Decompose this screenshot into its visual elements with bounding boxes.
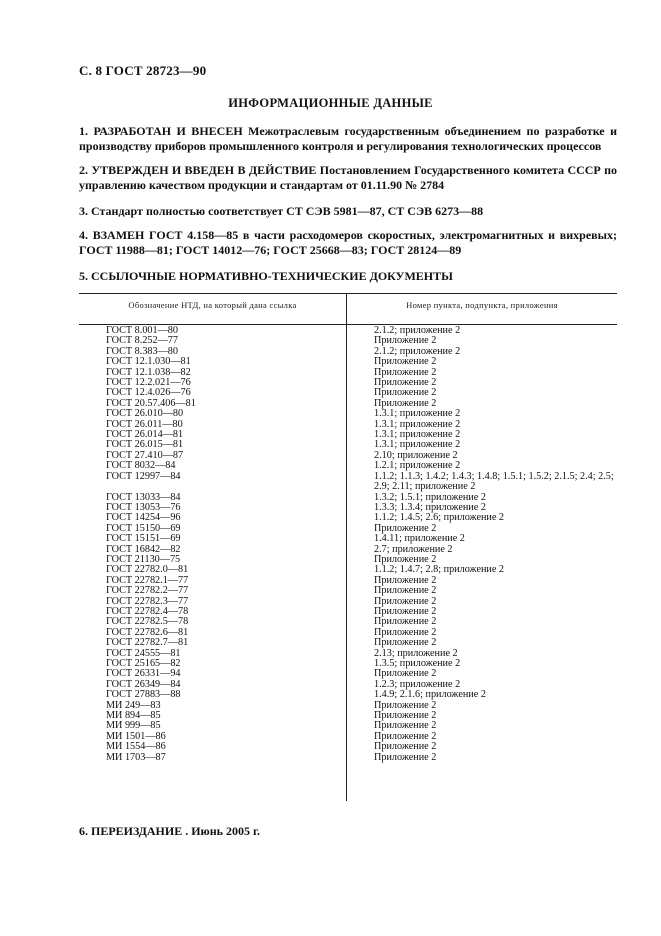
reference-clause: Приложение 2 — [374, 585, 437, 597]
document-designation: ГОСТ 26.011—80 — [106, 418, 183, 430]
document-designation: ГОСТ 8.383—80 — [106, 345, 178, 357]
page-header: С. 8 ГОСТ 28723—90 — [79, 63, 207, 78]
item-text: в части расходомеров скоростных, электромагнитных и вихревых; ГОСТ 11988—81; ГОСТ 14012—76; ГОСТ 25668—83; ГОСТ 28124—89 — [79, 228, 618, 257]
reference-clause: Приложение 2 — [374, 626, 437, 638]
info-item-3 — [79, 204, 617, 219]
reference-clause: Приложение 2 — [374, 741, 437, 753]
item-lead: УТВЕРЖДЕН И ВВЕДЕН В ДЕЙСТВИЕ — [91, 163, 317, 177]
document-designation: МИ 1554—86 — [106, 741, 166, 753]
document-designation: ГОСТ 27883—88 — [106, 689, 181, 701]
column-header-document: Обозначение НТД, на который дана ссылка — [128, 300, 297, 310]
reference-clause: 1.3.1; приложение 2 — [374, 439, 461, 451]
reference-clause: Приложение 2 — [374, 730, 437, 742]
document-designation: ГОСТ 12.2.021—76 — [106, 377, 191, 389]
document-designation: ГОСТ 26.010—80 — [106, 408, 184, 420]
reference-clause: 1.3.1; приложение 2 — [374, 429, 461, 441]
reference-clause: Приложение 2 — [374, 366, 437, 378]
info-item-1 — [79, 124, 617, 154]
document-designation: ГОСТ 26.014—81 — [106, 429, 184, 441]
reference-clause: 2.7; приложение 2 — [374, 543, 453, 555]
document-designation: ГОСТ 22782.3—77 — [106, 595, 189, 607]
document-designation: ГОСТ 16842—82 — [106, 543, 181, 555]
document-designation: ГОСТ 15150—69 — [106, 522, 181, 534]
reference-clause: Приложение 2 — [374, 720, 437, 732]
item-number: 1. — [79, 124, 88, 138]
reference-clause: Приложение 2 — [374, 397, 437, 409]
reference-clause: 1.2.3; приложение 2 — [374, 678, 461, 690]
document-designation: ГОСТ 22782.4—78 — [106, 605, 189, 617]
document-designation: ГОСТ 24555—81 — [106, 647, 181, 659]
reference-clause: 1.3.1; приложение 2 — [374, 418, 461, 430]
table-top-rule — [79, 293, 617, 294]
reference-clause: Приложение 2 — [374, 637, 437, 649]
reference-clause: 1.3.3; 1.3.4; приложение 2 — [374, 501, 486, 513]
document-designation: МИ 1703—87 — [106, 751, 166, 763]
document-designation: ГОСТ 12.1.038—82 — [106, 366, 191, 378]
item-number: 4. — [79, 228, 88, 242]
document-designation: ГОСТ 26331—94 — [106, 668, 181, 680]
item-number: 5. — [79, 269, 88, 283]
document-designation: ГОСТ 22782.2—77 — [106, 585, 189, 597]
column-header-reference: Номер пункта, подпункта, приложения — [406, 300, 558, 310]
document-designation: ГОСТ 21130—75 — [106, 553, 181, 565]
reference-clause: 1.1.2; 1.4.5; 2.6; приложение 2 — [374, 512, 505, 524]
document-designation: ГОСТ 26.015—81 — [106, 439, 184, 451]
document-designation: ГОСТ 13033—84 — [106, 491, 181, 503]
reference-clause: 2.10; приложение 2 — [374, 449, 458, 461]
item-number: 3. — [79, 204, 88, 218]
reissue-note — [79, 824, 260, 839]
reference-clause: 1.4.11; приложение 2 — [374, 533, 465, 545]
reissue-text: ПЕРЕИЗДАНИЕ . Июнь 2005 г. — [91, 824, 261, 838]
document-designation: ГОСТ 22782.5—78 — [106, 616, 189, 628]
document-designation: ГОСТ 22782.6—81 — [106, 626, 189, 638]
document-designation: ГОСТ 8.252—77 — [106, 335, 178, 347]
document-designation: ГОСТ 22782.0—81 — [106, 564, 189, 576]
reference-clause: 1.3.5; приложение 2 — [374, 658, 461, 669]
item-lead: РАЗРАБОТАН И ВНЕСЕН — [93, 124, 243, 138]
reference-clause: 2.1.2; приложение 2 — [374, 325, 461, 336]
reference-clause: 1.1.2; 1.4.7; 2.8; приложение 2 — [374, 564, 505, 576]
document-designation: ГОСТ 20.57.406—81 — [106, 397, 196, 409]
item-text: Межотраслевым государственным объединением по разработке и производству приборов промышленного контроля и регулирования технологических процессов — [79, 124, 618, 153]
document-designation: ГОСТ 13053—76 — [106, 501, 181, 513]
table-row — [79, 753, 617, 763]
reference-clause: Приложение 2 — [374, 522, 437, 534]
document-designation: ГОСТ 12997—84 — [106, 470, 181, 482]
document-designation: ГОСТ 22782.7—81 — [106, 637, 189, 649]
info-item-4 — [79, 228, 617, 258]
document-designation: ГОСТ 27.410—87 — [106, 449, 184, 461]
reference-clause: Приложение 2 — [374, 595, 437, 607]
table-row — [79, 586, 617, 596]
document-designation: МИ 999—85 — [106, 720, 161, 732]
document-designation: ГОСТ 15151—69 — [106, 533, 181, 545]
reference-clause: Приложение 2 — [374, 751, 437, 763]
table-row — [79, 472, 617, 493]
reference-clause: 2.1.2; приложение 2 — [374, 345, 461, 357]
info-item-5 — [79, 269, 617, 284]
document-designation: ГОСТ 8032—84 — [106, 460, 176, 472]
item-lead: ВЗАМЕН ГОСТ 4.158—85 — [92, 228, 239, 242]
reference-clause: Приложение 2 — [374, 377, 437, 389]
item-number: 2. — [79, 163, 88, 177]
reference-clause: Приложение 2 — [374, 699, 437, 711]
document-designation: МИ 894—85 — [106, 710, 161, 722]
reference-clause: 1.4.9; 2.1.6; приложение 2 — [374, 689, 486, 701]
document-designation: ГОСТ 26349—84 — [106, 678, 181, 690]
table-row — [79, 534, 617, 544]
reference-clause: 1.3.1; приложение 2 — [374, 408, 461, 420]
document-designation: ГОСТ 14254—96 — [106, 512, 181, 524]
reference-clause: Приложение 2 — [374, 553, 437, 565]
item-number: 6. — [79, 824, 88, 838]
document-designation: ГОСТ 22782.1—77 — [106, 574, 189, 586]
reference-clause: Приложение 2 — [374, 356, 437, 368]
reference-clause: 1.3.2; 1.5.1; приложение 2 — [374, 491, 486, 503]
reference-clause: Приложение 2 — [374, 387, 437, 399]
document-designation: ГОСТ 12.4.026—76 — [106, 387, 191, 399]
item-lead: ССЫЛОЧНЫЕ НОРМАТИВНО-ТЕХНИЧЕСКИЕ ДОКУМЕНТЫ — [91, 269, 453, 283]
reference-clause: 1.2.1; приложение 2 — [374, 460, 461, 472]
item-text: Стандарт полностью соответствует СТ СЭВ 5981—87, СТ СЭВ 6273—88 — [91, 204, 484, 218]
document-designation: МИ 249—83 — [106, 699, 161, 711]
document-designation: ГОСТ 25165—82 — [106, 658, 181, 669]
item-text: Постановлением Государственного комитета СССР по управлению качеством продукции и стандартам от 01.11.90 № 2784 — [79, 163, 618, 192]
reference-clause: Приложение 2 — [374, 710, 437, 722]
reference-clause: Приложение 2 — [374, 605, 437, 617]
reference-clause: Приложение 2 — [374, 668, 437, 680]
reference-clause: 2.13; приложение 2 — [374, 647, 458, 659]
reference-clause: Приложение 2 — [374, 335, 437, 347]
info-item-2 — [79, 163, 617, 193]
document-designation: ГОСТ 8.001—80 — [106, 325, 178, 336]
document-designation: МИ 1501—86 — [106, 730, 166, 742]
reference-table-body — [79, 326, 617, 763]
document-designation: ГОСТ 12.1.030—81 — [106, 356, 191, 368]
reference-clause: Приложение 2 — [374, 616, 437, 628]
reference-clause: Приложение 2 — [374, 574, 437, 586]
section-title: ИНФОРМАЦИОННЫЕ ДАННЫЕ — [228, 96, 433, 110]
reference-clause: 1.1.2; 1.1.3; 1.4.2; 1.4.3; 1.4.8; 1.5.1; 1.5.2; 2.1.5; 2.4; 2.5; 2.9; 2.11; приложение 2 — [374, 470, 614, 493]
